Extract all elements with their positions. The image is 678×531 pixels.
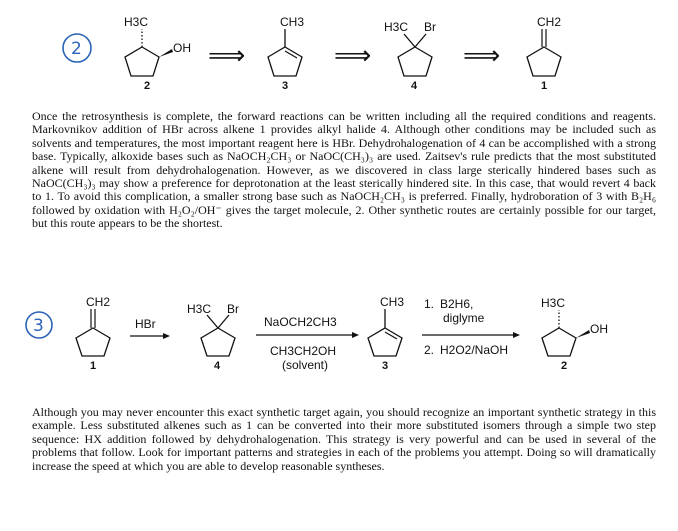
fwd-compound-2-hydroxyl-label: OH — [590, 322, 608, 336]
reagent-solvent-label: CH3CH2OH — [270, 344, 337, 358]
reagent-borane-label: B2H6, — [440, 297, 474, 311]
step-3-marker — [26, 312, 52, 338]
fwd-compound-3-methyl-label: CH3 — [380, 295, 405, 309]
fwd-compound-2-methyl-label: H3C — [541, 296, 566, 310]
reagent-solvent-note: (solvent) — [282, 358, 329, 372]
forward-synthesis-scheme — [0, 290, 678, 390]
reagent-diglyme-label: diglyme — [443, 311, 485, 325]
reaction-arrow-dehydrohalogenation — [256, 315, 359, 372]
compound-3-alkene — [268, 15, 304, 92]
reagent-hbr-label: HBr — [135, 317, 156, 331]
compound-4-methyl-label: H3C — [384, 20, 409, 34]
forward-synthesis-drawing — [0, 290, 678, 390]
step-2-number: 2 — [71, 39, 82, 59]
reagent-oxidation-label: H2O2/NaOH — [440, 343, 509, 357]
fwd-compound-4-bromide — [187, 302, 239, 372]
compound-3-number: 3 — [282, 80, 289, 92]
compound-3-methyl-label: CH3 — [280, 15, 305, 29]
compound-2-methyl-label: H3C — [124, 15, 149, 29]
compound-4-bromide — [384, 20, 436, 92]
forward-synthesis-explanation: Once the retrosynthesis is complete, the forward reactions can be written including all the required conditions and reagents. Markovnikov addition of HBr across alkene 1 provides alkyl halide 4. Although other conditions may be included such as solvents and temperatures, the most important reagent here is HBr. Dehydrohalogenation of 4 can be accomplished with a strong base. Typically, alkoxide bases such as NaOCH₂CH₃ or NaOC(CH₃)₃ are used. Zaitsev's rule predicts that the most substituted alkene will result from dehydrohalogenation. However, as we discovered in class large sterically hindered bases such as NaOC(CH₃)₃ may show a preference for deprotonation at the least sterically hindered site. In this case, that would revert 4 back to 1. To avoid this complication, a smaller strong base such as NaOCH₂CH₃ is preferred. Finally, hydroboration of 3 with B₂H₆ followed by oxidation with H₂O₂/OH⁻ gives the target molecule, 2. Other synthetic routes are certainly possible for our target, but this route appears to be the shortest. — [32, 109, 656, 231]
strategy-summary: Although you may never encounter this exact synthetic target again, you should recognize an important synthetic strategy in this example. Less substituted alkenes such as 1 can be converted into their more substituted isomers through a simple two step sequence: HX addition followed by dehydrohalogenation. This strategy is very powerful and can be used in several of the problems that follow. Look for important patterns and strategies in each of the problems you attempt. Doing so will dramatically increase the speed at which you are able to develop reasonable syntheses. — [32, 405, 656, 473]
compound-2-alcohol — [124, 15, 191, 92]
reagent-step2-number: 2. — [424, 343, 435, 357]
step-2-marker — [63, 34, 91, 62]
compound-1-exo-alkene — [527, 15, 561, 92]
reaction-arrow-hbr — [130, 317, 170, 339]
fwd-compound-4-number: 4 — [214, 360, 221, 372]
retro-arrow-2: ⟹ — [334, 40, 372, 70]
reagent-step1-number: 1. — [424, 297, 435, 311]
fwd-compound-1-exo-alkene — [76, 295, 110, 372]
retro-arrow-3: ⟹ — [463, 40, 501, 70]
fwd-compound-4-bromo-label: Br — [227, 302, 239, 316]
retrosynthesis-scheme — [0, 0, 678, 100]
retro-arrow-1: ⟹ — [208, 40, 246, 70]
reagent-base-label: NaOCH2CH3 — [264, 315, 337, 329]
retrosynthesis-drawing — [0, 0, 678, 100]
fwd-compound-2-number: 2 — [561, 360, 568, 372]
compound-2-hydroxyl-label: OH — [173, 41, 191, 55]
step-3-number: 3 — [33, 316, 44, 336]
compound-2-number: 2 — [144, 80, 151, 92]
reaction-arrow-hydroboration — [422, 297, 520, 357]
compound-4-bromo-label: Br — [424, 20, 436, 34]
fwd-compound-3-number: 3 — [382, 360, 389, 372]
compound-1-methylene-label: CH2 — [537, 15, 562, 29]
fwd-compound-4-methyl-label: H3C — [187, 302, 212, 316]
fwd-compound-1-methylene-label: CH2 — [86, 295, 111, 309]
fwd-compound-2-alcohol — [541, 296, 608, 372]
compound-1-number: 1 — [541, 80, 548, 92]
compound-4-number: 4 — [411, 80, 418, 92]
fwd-compound-3-alkene — [368, 295, 404, 372]
fwd-compound-1-number: 1 — [90, 360, 97, 372]
